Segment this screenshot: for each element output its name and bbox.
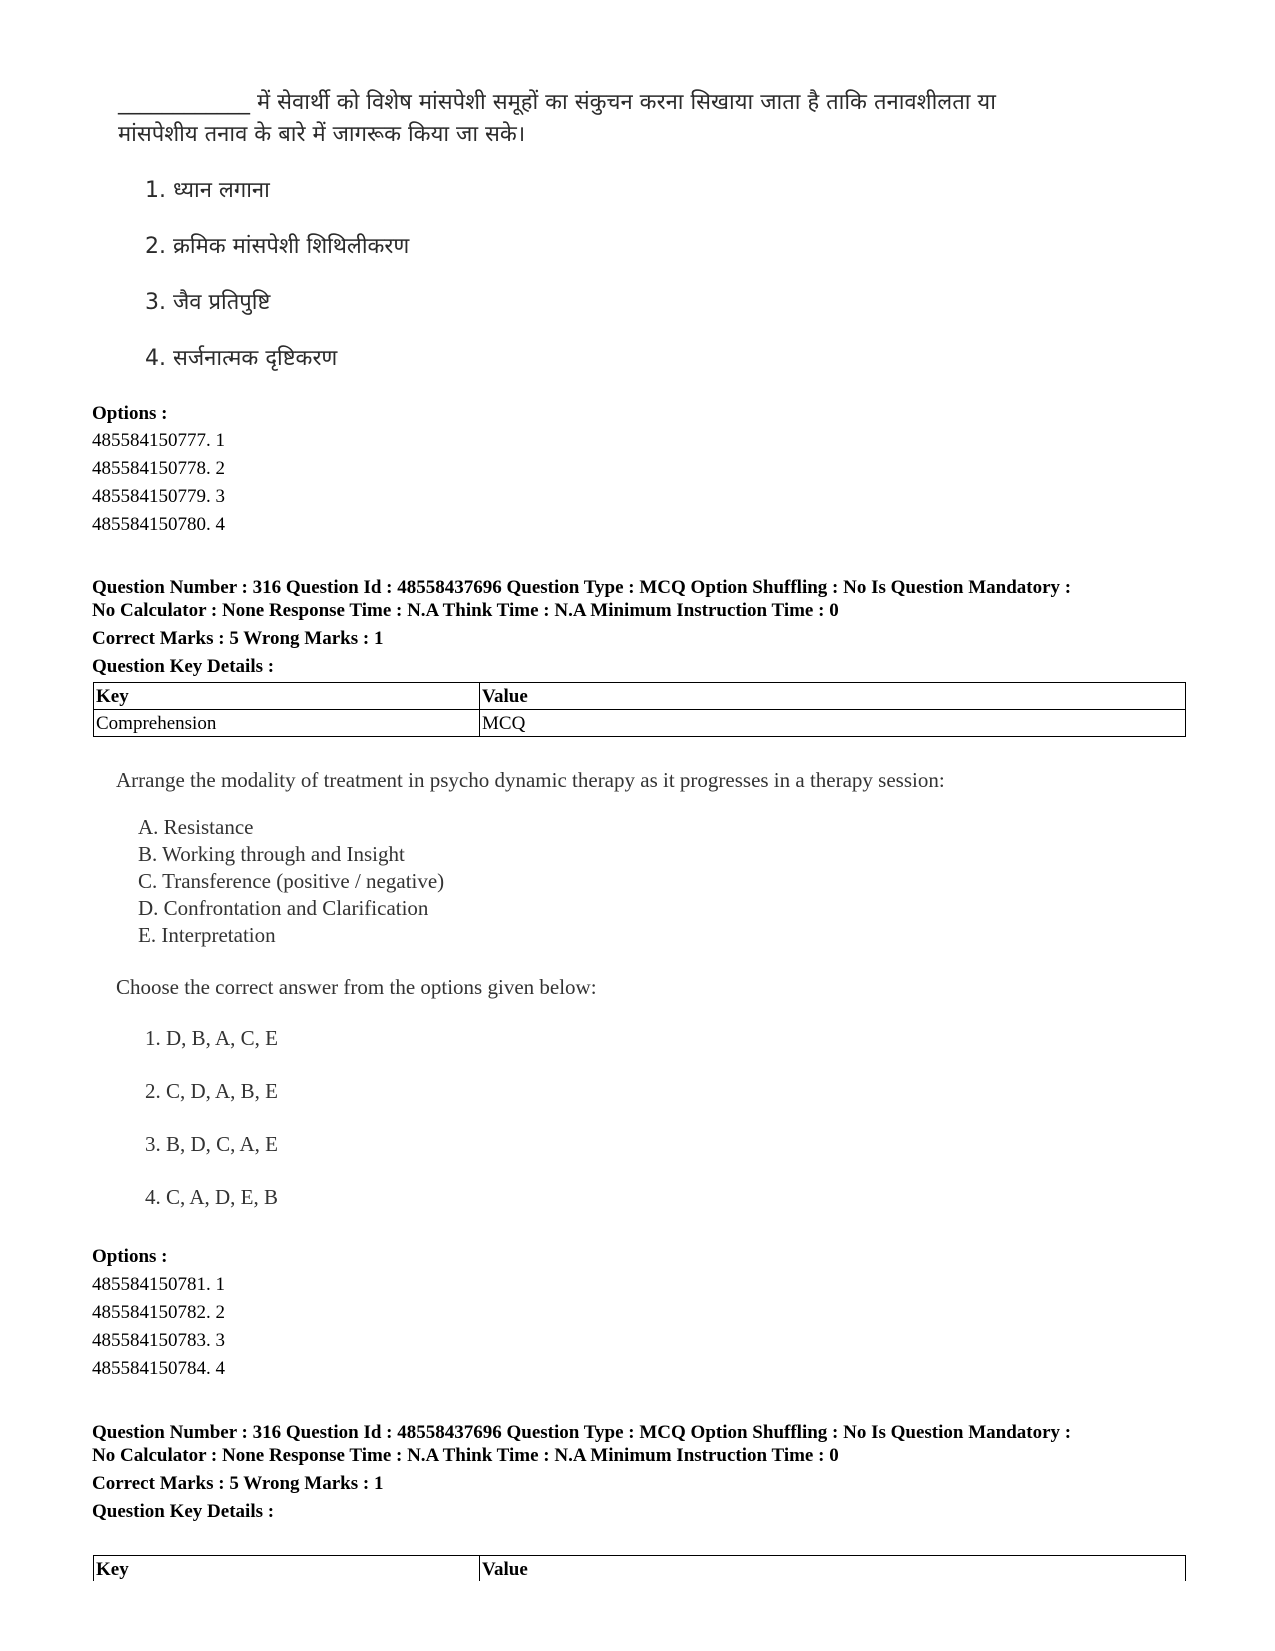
q2-options-label: Options : bbox=[92, 1246, 168, 1267]
q1-choice-2: 2. क्रमिक मांसपेशी शिथिलीकरण bbox=[145, 234, 410, 259]
q1-choice-4: 4. सर्जनात्मक दृष्टिकरण bbox=[145, 346, 338, 371]
q2-instruction: Choose the correct answer from the options given below: bbox=[116, 975, 597, 999]
q3-key-details-table-clip bbox=[93, 1555, 1186, 1581]
q2-item-b: B. Working through and Insight bbox=[138, 842, 405, 866]
q1-option-3: 485584150779. 3 bbox=[92, 486, 225, 507]
q2-choice-4: 4. C, A, D, E, B bbox=[145, 1185, 279, 1209]
q3-meta-line1: Question Number : 316 Question Id : 48558437696 Question Type : MCQ Option Shuffling : No Is Question Mandatory : bbox=[92, 1422, 1072, 1443]
q1-stem-blank: ____________ bbox=[118, 90, 250, 115]
q2-item-c: C. Transference (positive / negative) bbox=[138, 869, 445, 893]
q1-option-4: 485584150780. 4 bbox=[92, 514, 225, 535]
q1-stem-text: में सेवार्थी को विशेष मांसपेशी समूहों का संकुचन करना सिखाया जाता है ताकि तनावशीलता या bbox=[250, 90, 996, 115]
q3-key-details-table bbox=[93, 1555, 1186, 1581]
table-header-value: Value bbox=[480, 1556, 1186, 1582]
q2-choice-3: 3. B, D, C, A, E bbox=[145, 1132, 279, 1156]
table-header-key: Key bbox=[94, 683, 480, 710]
q2-item-e: E. Interpretation bbox=[138, 923, 276, 947]
q1-option-2: 485584150778. 2 bbox=[92, 458, 225, 479]
q2-item-a: A. Resistance bbox=[138, 815, 254, 839]
table-header-row bbox=[94, 683, 1186, 710]
q2-item-d: D. Confrontation and Clarification bbox=[138, 896, 429, 920]
q3-key-details-label: Question Key Details : bbox=[92, 1501, 275, 1522]
q1-choice-1: 1. ध्यान लगाना bbox=[145, 178, 270, 203]
q2-meta-line1: Question Number : 316 Question Id : 48558437696 Question Type : MCQ Option Shuffling : No Is Question Mandatory : bbox=[92, 577, 1072, 598]
q2-choice-2: 2. C, D, A, B, E bbox=[145, 1079, 279, 1103]
q1-stem-line1 bbox=[118, 86, 996, 116]
q2-option-1: 485584150781. 1 bbox=[92, 1274, 225, 1295]
table-header-value: Value bbox=[480, 683, 1186, 710]
table-cell-key: Comprehension bbox=[94, 710, 480, 737]
q2-key-details-label: Question Key Details : bbox=[92, 656, 275, 677]
q2-choice-1: 1. D, B, A, C, E bbox=[145, 1026, 279, 1050]
q3-marks: Correct Marks : 5 Wrong Marks : 1 bbox=[92, 1473, 384, 1494]
q1-option-1: 485584150777. 1 bbox=[92, 430, 225, 451]
q2-option-3: 485584150783. 3 bbox=[92, 1330, 225, 1351]
q2-marks: Correct Marks : 5 Wrong Marks : 1 bbox=[92, 628, 384, 649]
table-header-row bbox=[94, 1556, 1186, 1582]
table-row bbox=[94, 710, 1186, 737]
q1-options-label: Options : bbox=[92, 403, 168, 424]
table-cell-value: MCQ bbox=[480, 710, 1186, 737]
q2-option-4: 485584150784. 4 bbox=[92, 1358, 225, 1379]
q2-key-details-table bbox=[93, 682, 1186, 737]
q2-meta-line2: No Calculator : None Response Time : N.A Think Time : N.A Minimum Instruction Time : 0 bbox=[92, 600, 839, 621]
q3-meta-line2: No Calculator : None Response Time : N.A Think Time : N.A Minimum Instruction Time : 0 bbox=[92, 1445, 839, 1466]
q1-stem-line2: मांसपेशीय तनाव के बारे में जागरूक किया जा सके। bbox=[118, 122, 526, 147]
q1-choice-3: 3. जैव प्रतिपुष्टि bbox=[145, 290, 271, 315]
q2-option-2: 485584150782. 2 bbox=[92, 1302, 225, 1323]
q2-stem: Arrange the modality of treatment in psycho dynamic therapy as it progresses in a therapy session: bbox=[116, 768, 945, 792]
table-header-key: Key bbox=[94, 1556, 480, 1582]
